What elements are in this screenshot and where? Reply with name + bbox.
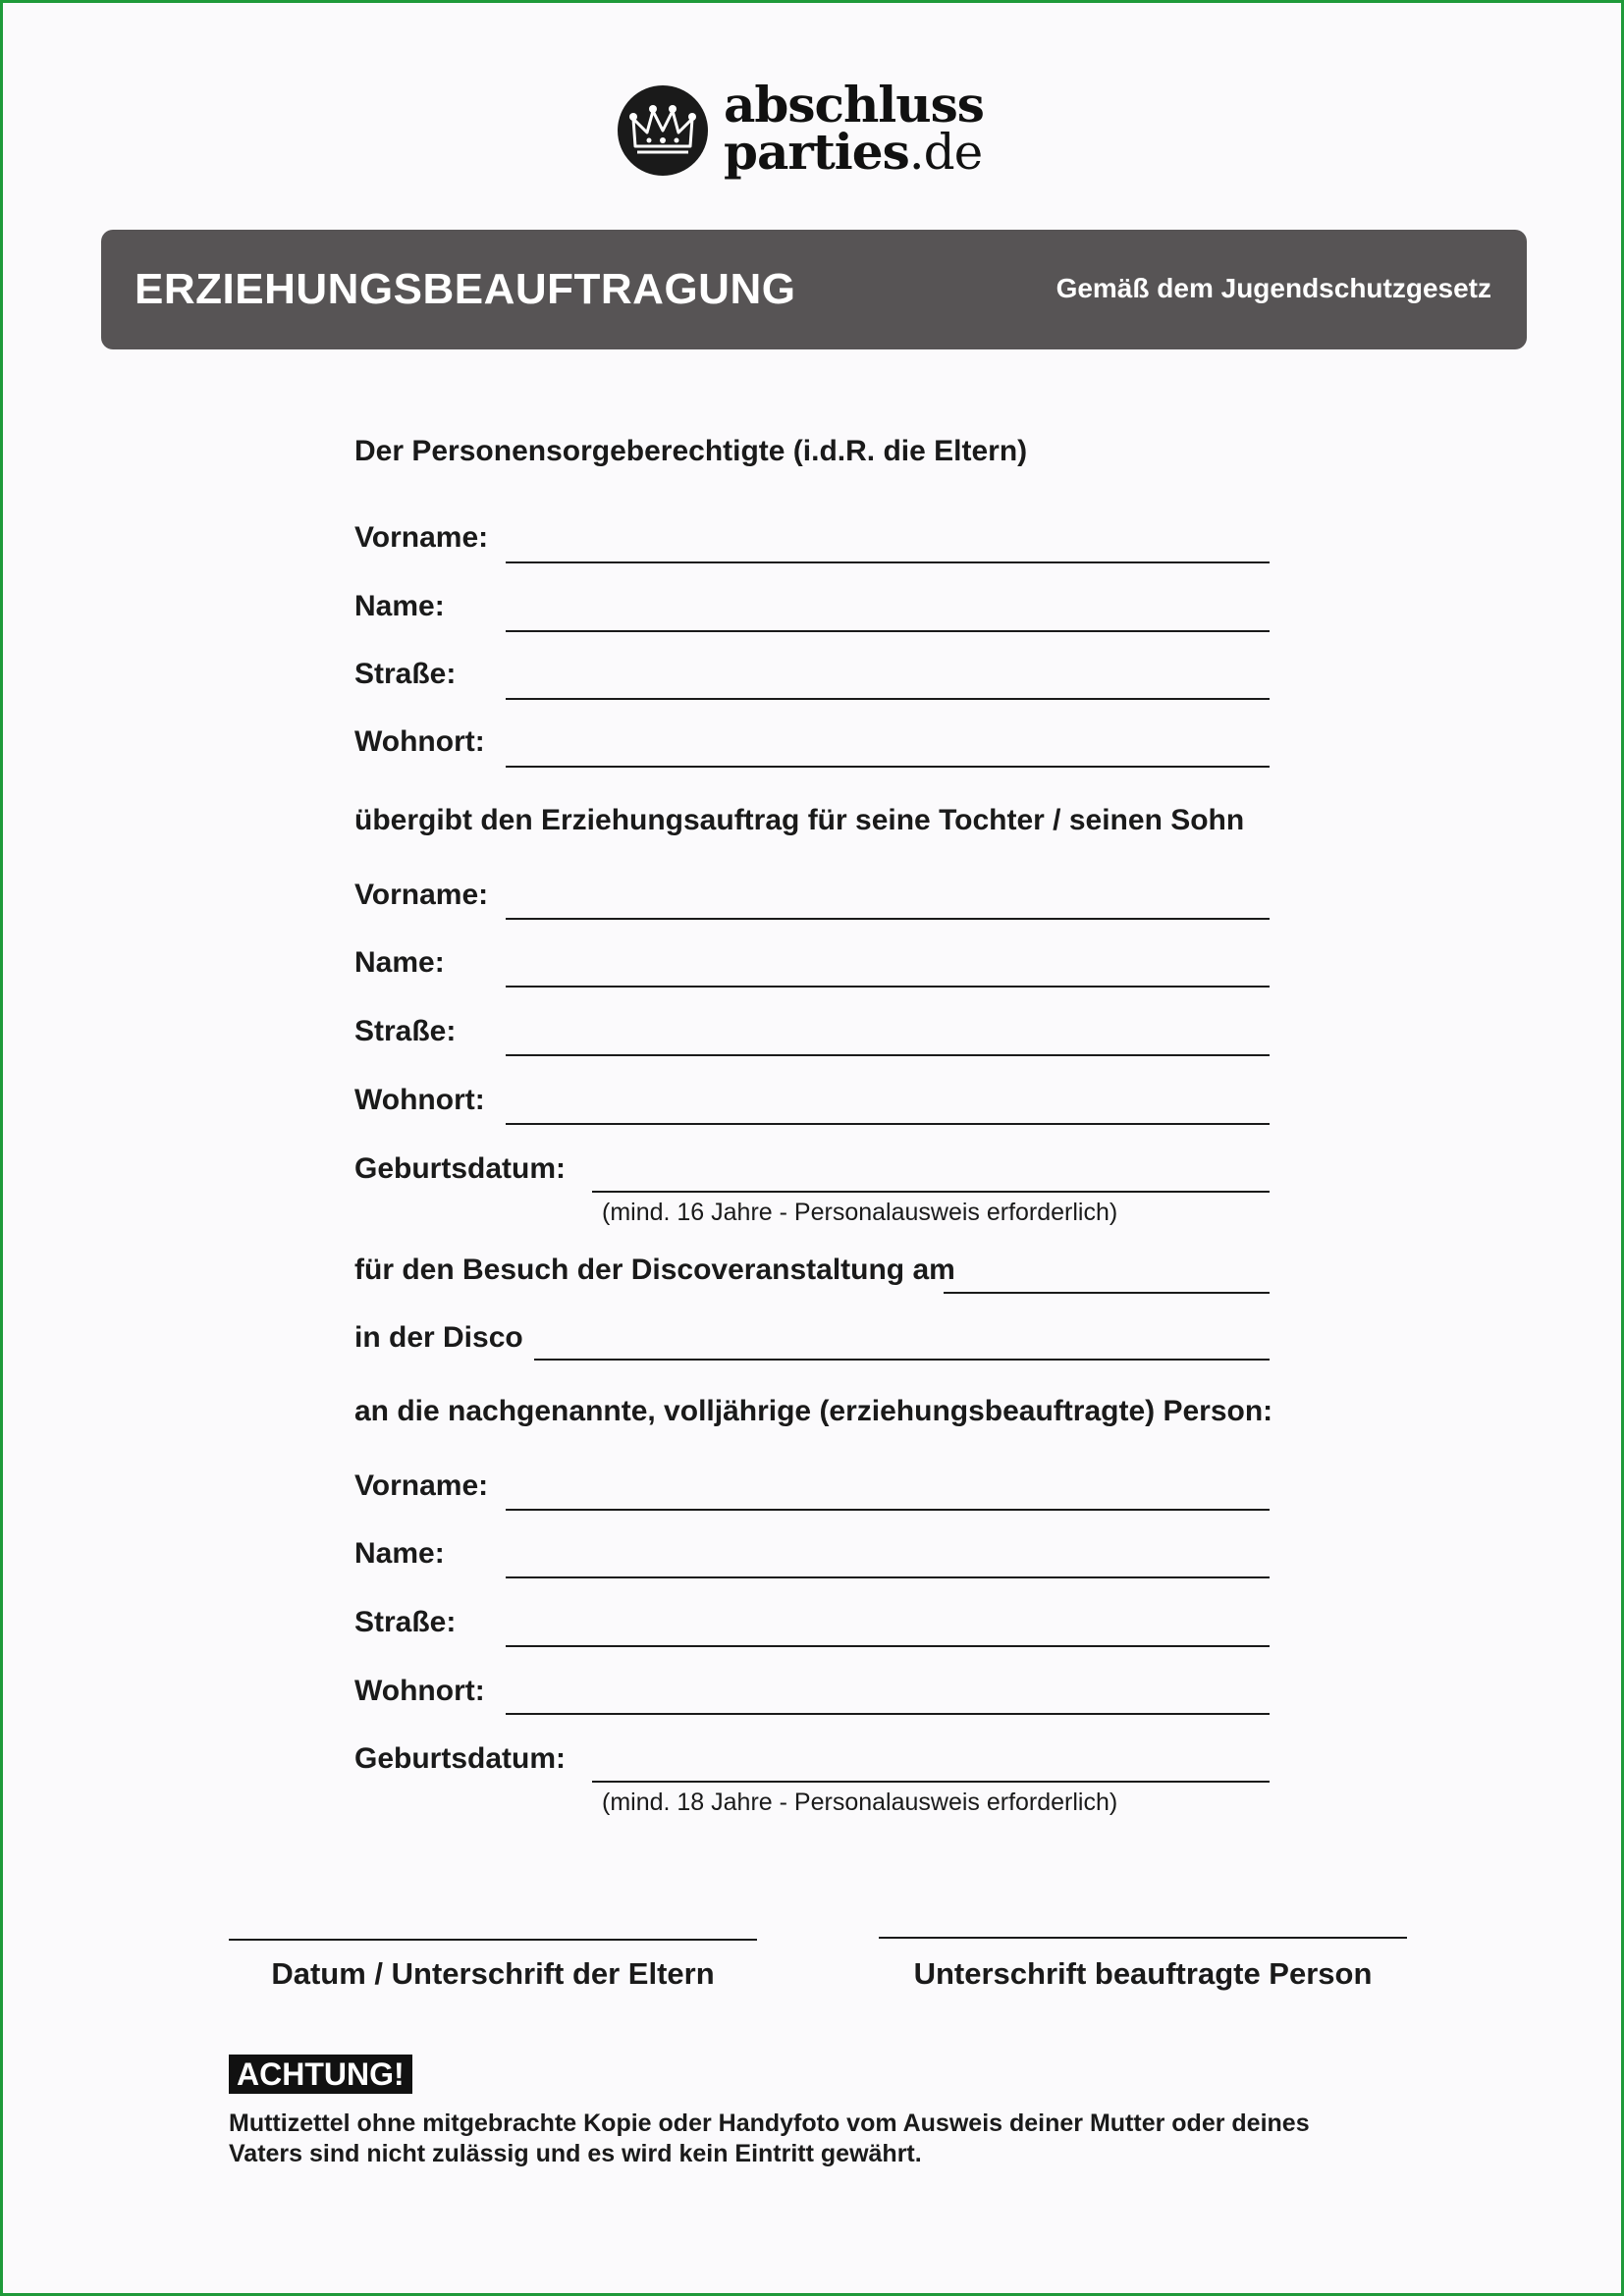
section-child-heading: übergibt den Erziehungsauftrag für seine Tochter / seinen Sohn <box>354 804 1245 836</box>
parent-vorname-field[interactable] <box>506 561 1270 563</box>
brand-tld: .de <box>908 124 983 181</box>
document-subtitle: Gemäß dem Jugendschutzgesetz <box>1056 273 1491 303</box>
parent-name-label: Name: <box>354 590 445 622</box>
brand-wordmark <box>724 76 984 181</box>
brand-line2 <box>724 123 984 181</box>
parents-signature-line[interactable] <box>229 1939 757 1941</box>
adult-vorname-field[interactable] <box>506 1509 1270 1511</box>
person-signature-line[interactable] <box>879 1937 1407 1939</box>
parent-wohnort-field[interactable] <box>506 766 1270 768</box>
warning-badge: ACHTUNG! <box>229 2055 412 2094</box>
child-geburtsdatum-label: Geburtsdatum: <box>354 1152 567 1185</box>
child-geburtsdatum-field[interactable] <box>592 1191 1270 1193</box>
child-strasse-label: Straße: <box>354 1015 457 1047</box>
brand-line1: abschluss <box>724 76 984 133</box>
parent-name-field[interactable] <box>506 630 1270 632</box>
section-parents-heading: Der Personensorgeberechtigte (i.d.R. die Eltern) <box>354 435 1028 467</box>
child-name-field[interactable] <box>506 986 1270 988</box>
person-signature-label: Unterschrift beauftragte Person <box>913 1956 1373 1991</box>
parent-strasse-field[interactable] <box>506 698 1270 700</box>
child-wohnort-label: Wohnort: <box>354 1084 485 1116</box>
adult-name-field[interactable] <box>506 1576 1270 1578</box>
child-vorname-label: Vorname: <box>354 879 489 911</box>
parent-strasse-label: Straße: <box>354 658 457 690</box>
event-date-field[interactable] <box>944 1292 1270 1294</box>
child-wohnort-field[interactable] <box>506 1123 1270 1125</box>
child-strasse-field[interactable] <box>506 1054 1270 1056</box>
adult-strasse-label: Straße: <box>354 1606 457 1638</box>
adult-geburtsdatum-label: Geburtsdatum: <box>354 1742 567 1775</box>
brand-name: parties <box>724 123 909 181</box>
document-title: ERZIEHUNGSBEAUFTRAGUNG <box>135 265 796 313</box>
adult-wohnort-field[interactable] <box>506 1713 1270 1715</box>
parents-signature-label: Datum / Unterschrift der Eltern <box>271 1956 715 1991</box>
adult-age-note: (mind. 18 Jahre - Personalausweis erforderlich) <box>602 1789 1118 1816</box>
adult-name-label: Name: <box>354 1537 445 1570</box>
title-banner <box>101 230 1527 349</box>
adult-geburtsdatum-field[interactable] <box>592 1781 1270 1783</box>
parent-wohnort-label: Wohnort: <box>354 725 485 758</box>
adult-strasse-field[interactable] <box>506 1645 1270 1647</box>
child-vorname-field[interactable] <box>506 918 1270 920</box>
adult-vorname-label: Vorname: <box>354 1469 489 1502</box>
crown-icon <box>618 85 708 176</box>
parent-vorname-label: Vorname: <box>354 521 489 554</box>
disco-field[interactable] <box>534 1359 1270 1361</box>
child-name-label: Name: <box>354 946 445 979</box>
disco-label: in der Disco <box>354 1321 523 1354</box>
child-age-note: (mind. 16 Jahre - Personalausweis erforderlich) <box>602 1199 1118 1226</box>
event-date-label: für den Besuch der Discoveranstaltung am <box>354 1254 955 1286</box>
section-adult-heading: an die nachgenannte, volljährige (erziehungsbeauftragte) Person: <box>354 1395 1273 1427</box>
adult-wohnort-label: Wohnort: <box>354 1675 485 1707</box>
warning-text: Muttizettel ohne mitgebrachte Kopie oder Handyfoto vom Ausweis deiner Mutter oder deines Vaters sind nicht zulässig und es wird kein Eintritt gewährt. <box>229 2109 1310 2167</box>
